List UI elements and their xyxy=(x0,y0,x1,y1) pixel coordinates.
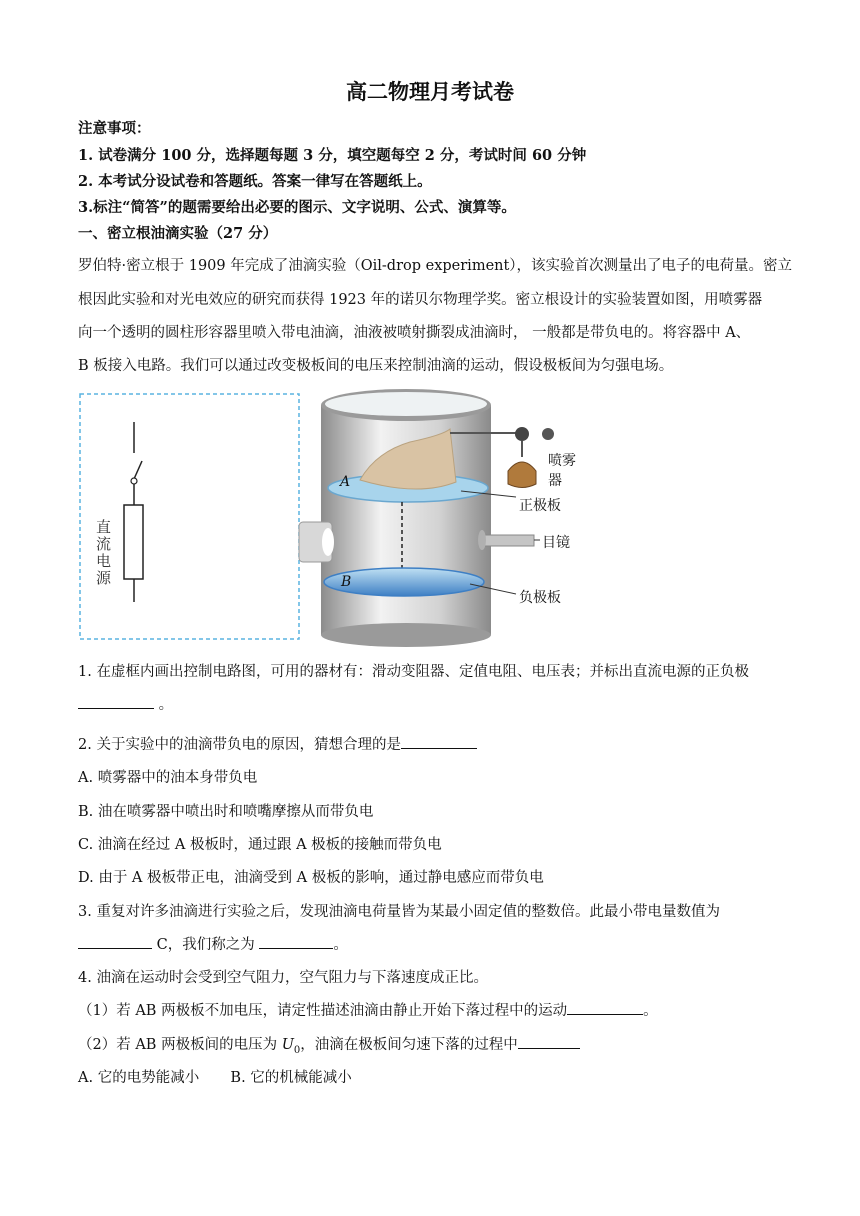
question-1-answer xyxy=(78,693,173,714)
sprayer-ball-2 xyxy=(542,428,554,440)
question-4-1 xyxy=(78,999,658,1020)
voltage-subscript: 0 xyxy=(293,1044,301,1056)
option-c: C. 油滴在经过 A 极板时，通过跟 A 极板的接触而带负电 xyxy=(78,837,442,853)
page-title: 高二物理月考试卷 xyxy=(346,79,514,104)
cylinder-bottom xyxy=(321,623,491,647)
option-d: D. 由于 A 极板带正电，油滴受到 A 极板的影响，通过静电感应而带负电 xyxy=(78,870,544,886)
note-item-2: 2. 本考试分设试卷和答题纸。答案一律写在答题纸上。 xyxy=(78,173,432,190)
eyepiece-icon xyxy=(482,535,534,546)
intro-line-3: 向一个透明的圆柱形容器里喷入带电油滴，油液被喷射撕裂成油滴时， 一般都是带负电的。将容器中 A、 xyxy=(78,325,751,341)
question-3-text: 3. 重复对许多油滴进行实验之后，发现油滴电荷量皆为某最小固定值的整数倍。此最小带电量数值为 xyxy=(78,904,720,920)
answer-blank[interactable] xyxy=(518,1034,580,1049)
intro-line-2: 根因此实验和对光电效应的研究而获得 1923 年的诺贝尔物理学奖。密立根设计的实验装置如图，用喷雾器 xyxy=(78,292,763,308)
unit-text: C，我们称之为 xyxy=(156,937,255,953)
power-source-icon xyxy=(124,505,143,579)
period: 。 xyxy=(333,937,348,953)
question-2-text: 2. 关于实验中的油滴带负电的原因，猜想合理的是 xyxy=(78,737,401,753)
question-4-1-text: （1）若 AB 两极板不加电压，请定性描述油滴由静止开始下落过程中的运动 xyxy=(78,1003,568,1019)
question-4-2-tail: ，油滴在极板间匀速下落的过程中 xyxy=(300,1037,518,1053)
option-b: B. 它的机械能减小 xyxy=(230,1070,352,1086)
power-label-4: 源 xyxy=(96,569,112,587)
note-item-1: 1. 试卷满分 100 分，选择题每题 3 分，填空题每空 2 分，考试时间 60 分钟 xyxy=(78,147,587,164)
note-item-3: 3.标注“简答”的题需要给出必要的图示、文字说明、公式、演算等。 xyxy=(78,199,516,216)
answer-blank[interactable] xyxy=(78,934,152,949)
question-4-2-text: （2）若 AB 两极板间的电压为 xyxy=(78,1037,282,1053)
question-4-text: 4. 油滴在运动时会受到空气阻力，空气阻力与下落速度成正比。 xyxy=(78,970,488,986)
millikan-apparatus-figure xyxy=(78,387,578,649)
switch-lever xyxy=(134,461,142,479)
window-glass xyxy=(322,528,334,556)
negative-plate-label: 负极板 xyxy=(519,590,561,606)
answer-blank[interactable] xyxy=(401,734,477,749)
intro-line-1: 罗伯特·密立根于 1909 年完成了油滴实验（Oil-drop experiment），该实验首次测量出了电子的电荷量。密立 xyxy=(78,258,793,274)
notes-heading: 注意事项： xyxy=(78,120,151,137)
circuit-dashed-box xyxy=(80,394,299,639)
eyepiece-label: 目镜 xyxy=(542,535,570,551)
voltage-symbol: U xyxy=(281,1037,294,1053)
power-label-3: 电 xyxy=(96,552,112,570)
plate-b-label: B xyxy=(341,574,352,590)
sprayer-icon xyxy=(508,462,536,488)
option-a: A. 喷雾器中的油本身带负电 xyxy=(78,770,258,786)
sprayer-label: 喷雾器 xyxy=(548,453,576,489)
answer-blank[interactable] xyxy=(259,934,333,949)
cylinder-opening xyxy=(325,392,487,416)
option-b: B. 油在喷雾器中喷出时和喷嘴摩擦从而带负电 xyxy=(78,804,374,820)
question-4-options xyxy=(78,1066,352,1087)
sprayer-ball-1 xyxy=(515,427,529,441)
period: 。 xyxy=(643,1003,658,1019)
question-4-2 xyxy=(78,1033,580,1056)
period: 。 xyxy=(158,697,174,713)
intro-line-4: B 板接入电路。我们可以通过改变极板间的电压来控制油滴的运动，假设极板间为匀强电场。 xyxy=(78,358,674,374)
power-label-2: 流 xyxy=(96,535,112,553)
answer-blank[interactable] xyxy=(78,694,154,709)
question-2 xyxy=(78,733,477,754)
question-3-answers xyxy=(78,933,348,954)
switch-contact xyxy=(131,478,137,484)
section-heading: 一、密立根油滴实验（27 分） xyxy=(78,225,278,242)
option-a: A. 它的电势能减小 xyxy=(78,1070,200,1086)
power-label-1: 直 xyxy=(96,518,112,536)
plate-a-label: A xyxy=(340,474,351,490)
positive-plate-label: 正极板 xyxy=(519,498,561,514)
answer-blank[interactable] xyxy=(567,1000,643,1015)
cylinder-body xyxy=(321,405,491,635)
question-1-text: 1. 在虚框内画出控制电路图，可用的器材有：滑动变阻器、定值电阻、电压表；并标出直流电源的正负极 xyxy=(78,664,749,680)
